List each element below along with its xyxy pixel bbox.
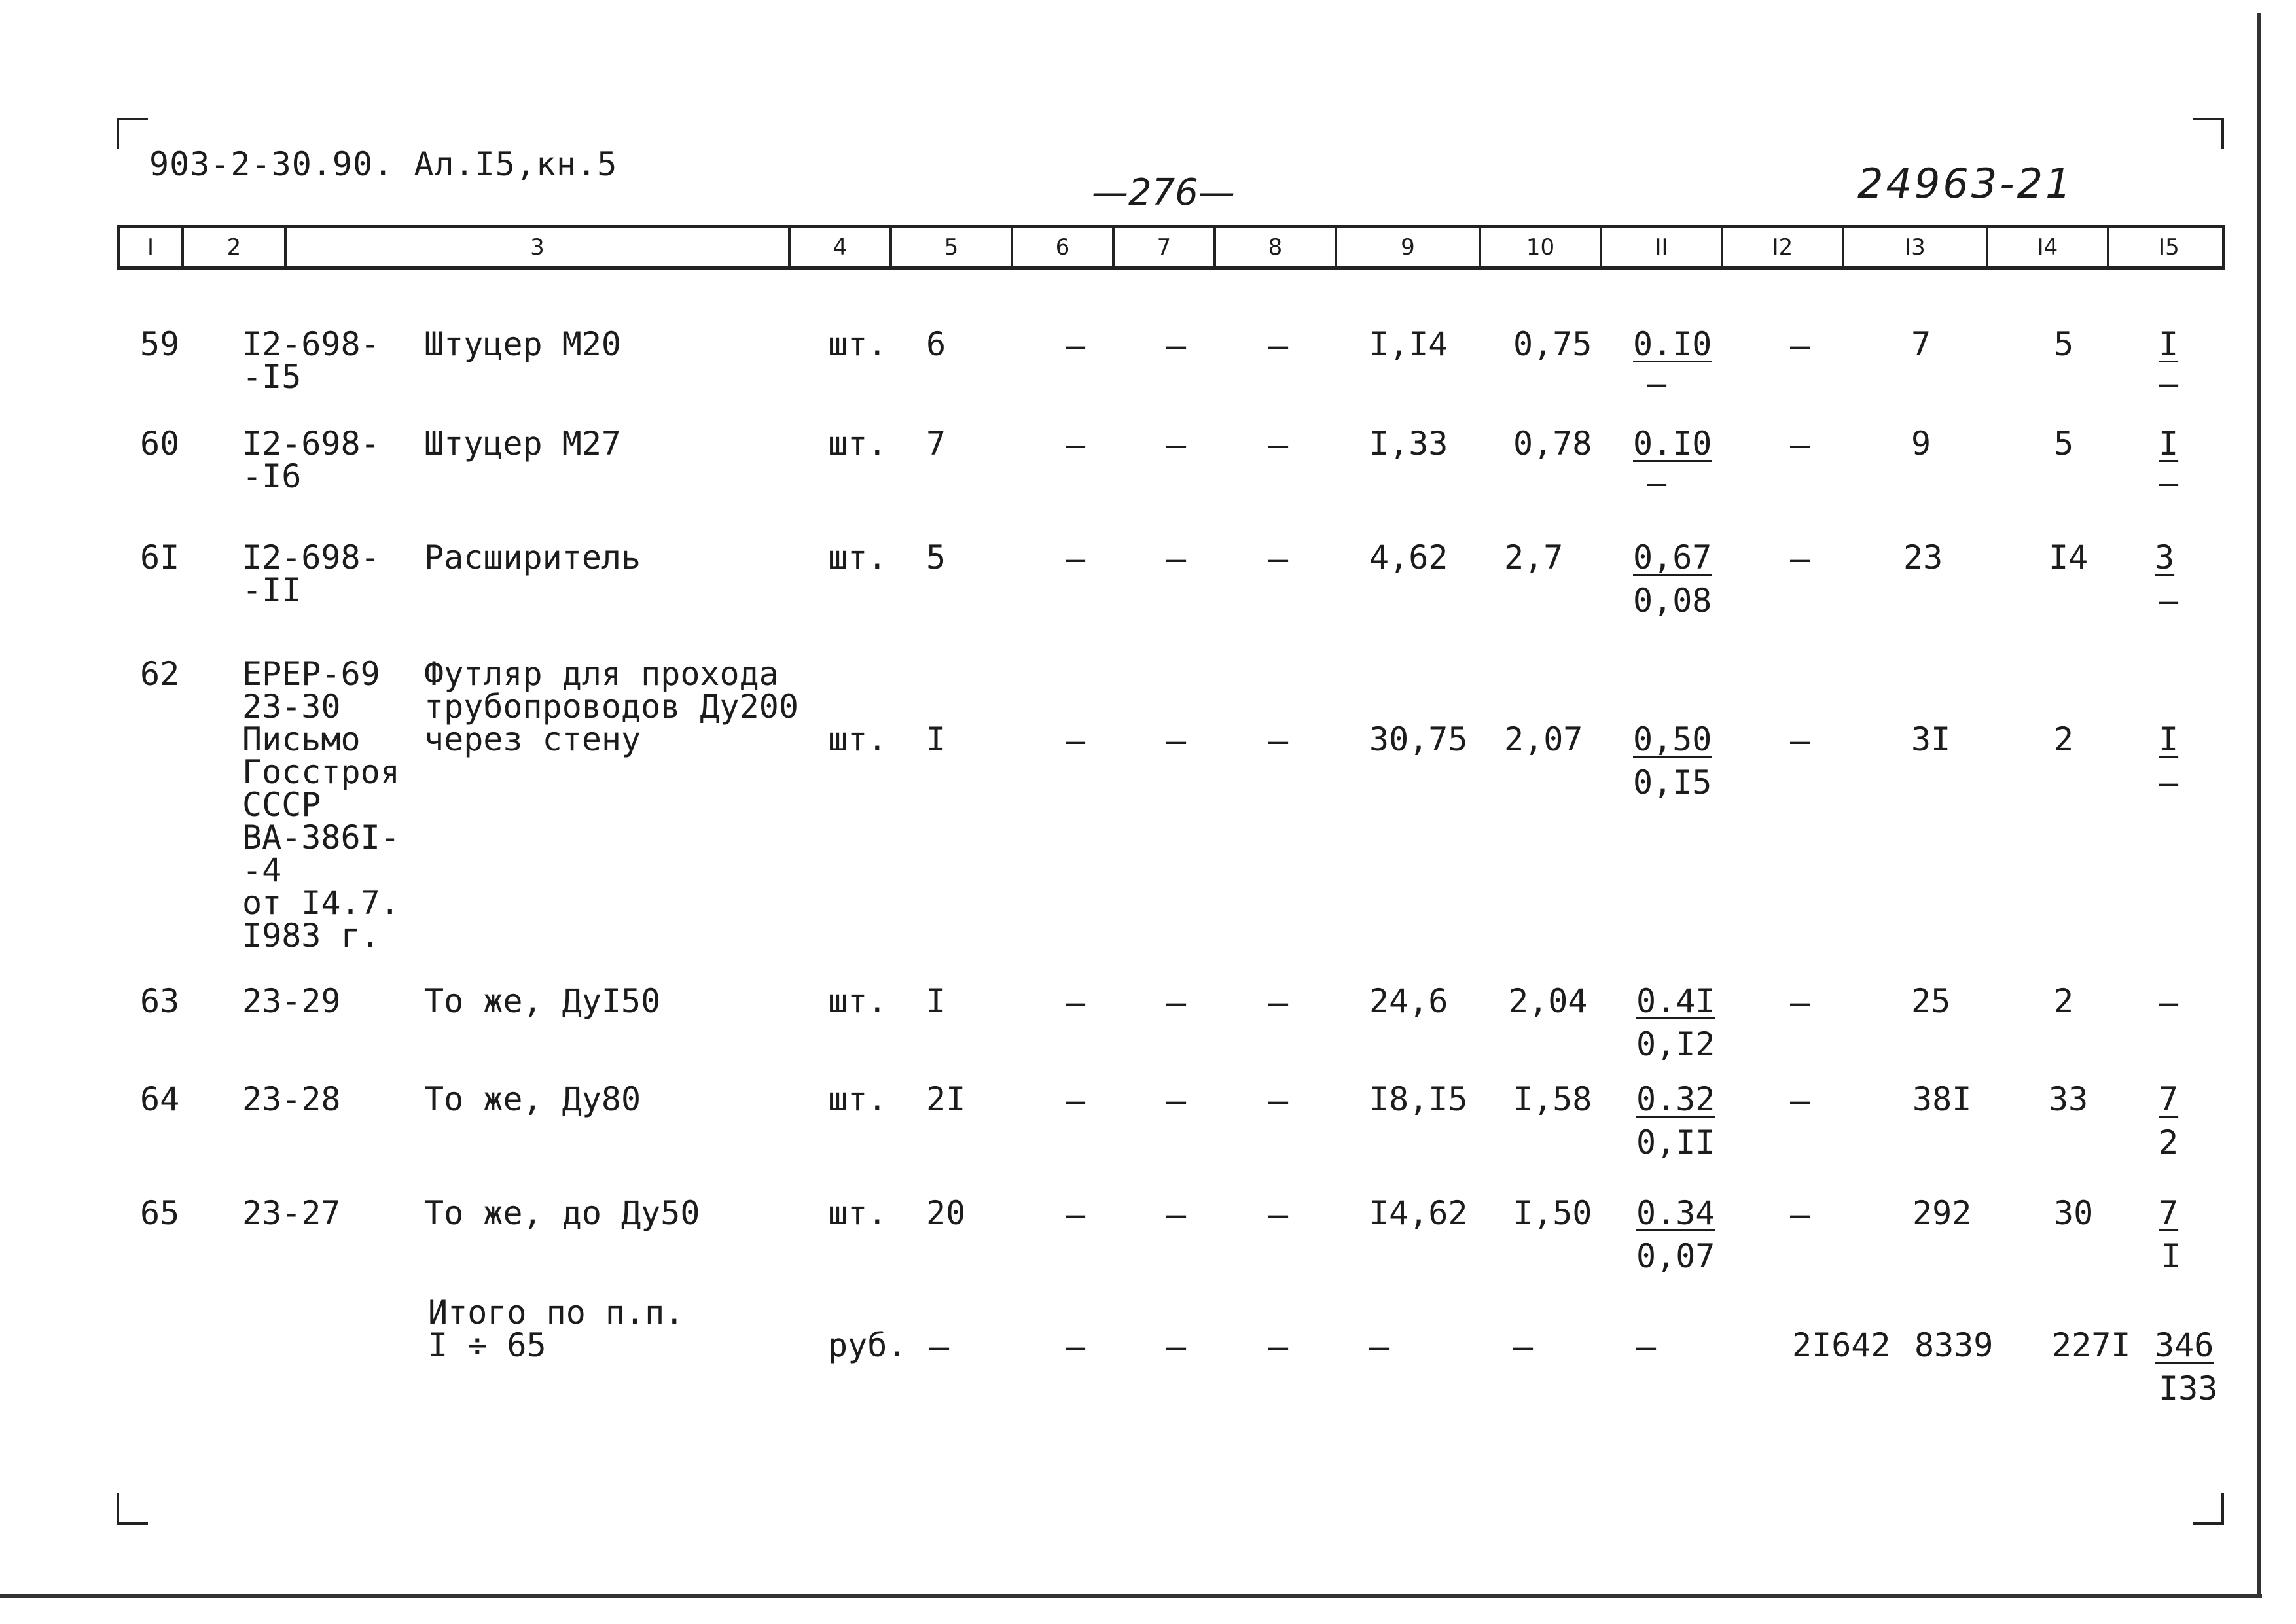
cell-col11-bottom: 0,07 — [1636, 1237, 1715, 1275]
cell-number: 65 — [140, 1194, 180, 1232]
cell-code: от I4.7. — [242, 884, 400, 922]
cell-col15-top: 7 — [2159, 1194, 2179, 1232]
cell-col13: 292 — [1912, 1194, 1972, 1232]
cell-col9: 30,75 — [1369, 720, 1468, 758]
cell-number: 64 — [140, 1080, 180, 1118]
cell-col11-top: 0.4I — [1636, 982, 1715, 1020]
cell-code: -II — [242, 571, 302, 609]
cell-col14: 5 — [2054, 425, 2074, 463]
cell-col9: I,I4 — [1369, 325, 1448, 363]
cell-name: трубопроводов Ду200 — [424, 688, 798, 726]
total-col11: – — [1636, 1328, 1657, 1366]
cell-col10: 2,7 — [1504, 538, 1564, 576]
cell-unit: шт. — [828, 720, 888, 758]
cell-unit: шт. — [828, 425, 888, 463]
total-label: Итого по п.п. — [428, 1294, 685, 1332]
total-col12: 2I642 — [1792, 1326, 1891, 1364]
cell-quantity: 6 — [926, 325, 946, 363]
cell-col11-bottom: – — [1647, 464, 1667, 502]
cell-col6: – — [1066, 1195, 1086, 1233]
scan-edge-bottom — [0, 1594, 2262, 1598]
cell-quantity: 7 — [926, 425, 946, 463]
cell-col15-top: I — [2159, 720, 2179, 758]
cell-col9: 4,62 — [1369, 538, 1448, 576]
total-col8: – — [1268, 1328, 1289, 1366]
cell-name: Штуцер М27 — [424, 425, 622, 463]
cell-col11-top: 0.34 — [1636, 1194, 1715, 1232]
cell-code: ВА-386I- — [242, 819, 400, 856]
cell-col10: I,50 — [1513, 1194, 1592, 1232]
column-header-5: 5 — [892, 228, 1013, 266]
cell-col11-top: 0,50 — [1633, 720, 1712, 758]
cell-col12: – — [1790, 327, 1810, 364]
cell-col12: – — [1790, 1082, 1810, 1120]
cell-col13: 23 — [1903, 538, 1943, 576]
cell-code: -4 — [242, 851, 282, 889]
cell-code: -I6 — [242, 457, 302, 495]
cell-col10: I,58 — [1513, 1080, 1592, 1118]
cell-unit: шт. — [828, 1080, 888, 1118]
cell-name: Футляр для прохода — [424, 655, 779, 693]
total-col13: 8339 — [1914, 1326, 1994, 1364]
cell-col8: – — [1268, 722, 1289, 760]
cell-name: То же, до Ду50 — [424, 1194, 700, 1232]
cell-col8: – — [1268, 983, 1289, 1021]
cell-col13: 3I — [1911, 720, 1951, 758]
cell-code: ЕРЕР-69 — [242, 655, 380, 693]
cell-col7: – — [1166, 540, 1187, 578]
cell-code: I2-698- — [242, 425, 380, 463]
cell-col8: – — [1268, 426, 1289, 464]
cell-code: 23-30 — [242, 688, 341, 726]
total-col10: – — [1513, 1328, 1534, 1366]
cell-quantity: 5 — [926, 538, 946, 576]
cell-col11-bottom: 0,08 — [1633, 582, 1712, 620]
cell-quantity: 2I — [926, 1080, 966, 1118]
cell-col8: – — [1268, 1195, 1289, 1233]
cell-quantity: I — [926, 982, 946, 1020]
cell-col8: – — [1268, 1082, 1289, 1120]
cell-col10: 2,07 — [1504, 720, 1583, 758]
cell-unit: шт. — [828, 982, 888, 1020]
cell-number: 60 — [140, 425, 180, 463]
cell-col9: I8,I5 — [1369, 1080, 1468, 1118]
cell-col7: – — [1166, 1082, 1187, 1120]
page-number: —276— — [1092, 171, 1235, 214]
total-col14: 227I — [2052, 1326, 2131, 1364]
cell-number: 6I — [140, 538, 180, 576]
cell-code: 23-29 — [242, 982, 341, 1020]
cell-number: 59 — [140, 325, 180, 363]
total-quantity: – — [929, 1328, 950, 1366]
cell-col11-top: 0.32 — [1636, 1080, 1715, 1118]
cell-col9: I4,62 — [1369, 1194, 1468, 1232]
cell-col14: 2 — [2054, 982, 2074, 1020]
cell-col11-top: 0.I0 — [1633, 425, 1712, 463]
cell-code: 23-28 — [242, 1080, 341, 1118]
cell-col12: – — [1790, 722, 1810, 760]
column-header-15: I5 — [2159, 234, 2179, 260]
cell-code: -I5 — [242, 358, 302, 396]
cell-col6: – — [1066, 1082, 1086, 1120]
cell-col7: – — [1166, 722, 1187, 760]
cell-col15-bottom: – — [2159, 764, 2179, 802]
total-col15-top: 346 — [2155, 1326, 2214, 1364]
total-col7: – — [1166, 1328, 1187, 1366]
cell-col11-top: 0,67 — [1633, 538, 1712, 576]
cell-number: 62 — [140, 655, 180, 693]
cell-col15-bottom: – — [2159, 464, 2179, 502]
total-col6: – — [1066, 1328, 1086, 1366]
corner-mark-top-left — [117, 118, 148, 149]
cell-col13: 25 — [1911, 982, 1951, 1020]
total-label: I ÷ 65 — [428, 1326, 547, 1364]
cell-col15-top: I — [2159, 325, 2179, 363]
cell-unit: шт. — [828, 325, 888, 363]
column-header-2: 2 — [184, 228, 287, 266]
cell-col15-top: 7 — [2159, 1080, 2179, 1118]
cell-col9: 24,6 — [1369, 982, 1448, 1020]
cell-name: То же, Ду80 — [424, 1080, 641, 1118]
cell-col6: – — [1066, 540, 1086, 578]
cell-col15-top: 3 — [2155, 538, 2175, 576]
cell-col7: – — [1166, 426, 1187, 464]
cell-col15-top: – — [2159, 983, 2179, 1021]
cell-col13: 7 — [1911, 325, 1931, 363]
scan-edge-right — [2257, 13, 2261, 1597]
cell-col14: 5 — [2054, 325, 2074, 363]
cell-col15-bottom: – — [2159, 364, 2179, 402]
cell-number: 63 — [140, 982, 180, 1020]
column-header-4: 4 — [791, 228, 892, 266]
cell-unit: шт. — [828, 1194, 888, 1232]
cell-col12: – — [1790, 983, 1810, 1021]
cell-col6: – — [1066, 327, 1086, 364]
cell-name: Штуцер М20 — [424, 325, 622, 363]
column-header-8: 8 — [1216, 228, 1337, 266]
cell-code: Письмо — [242, 720, 361, 758]
cell-col13: 38I — [1912, 1080, 1972, 1118]
cell-col11-bottom: – — [1647, 364, 1667, 402]
corner-mark-bottom-right — [2193, 1493, 2224, 1525]
column-header-13: I3 — [1844, 228, 1988, 266]
cell-col8: – — [1268, 540, 1289, 578]
cell-code: I2-698- — [242, 325, 380, 363]
cell-col15-bottom: I — [2161, 1237, 2181, 1275]
cell-col14: 33 — [2049, 1080, 2089, 1118]
cell-quantity: 20 — [926, 1194, 966, 1232]
cell-code: I2-698- — [242, 538, 380, 576]
cell-name: через стену — [424, 720, 641, 758]
cell-col9: I,33 — [1369, 425, 1448, 463]
total-unit: руб. — [828, 1326, 907, 1364]
cell-name: То же, ДуI50 — [424, 982, 661, 1020]
cell-quantity: I — [926, 720, 946, 758]
total-col9: – — [1369, 1328, 1390, 1366]
cell-col10: 0,78 — [1513, 425, 1592, 463]
total-col15-bottom: I33 — [2159, 1369, 2218, 1407]
cell-col10: 2,04 — [1509, 982, 1588, 1020]
cell-col6: – — [1066, 722, 1086, 760]
column-header-row — [117, 225, 2225, 270]
cell-col6: – — [1066, 983, 1086, 1021]
cell-code: I983 г. — [242, 917, 380, 955]
cell-col10: 0,75 — [1513, 325, 1592, 363]
cell-code: Госстроя — [242, 753, 400, 791]
cell-col15-bottom: 2 — [2159, 1123, 2179, 1161]
cell-col7: – — [1166, 983, 1187, 1021]
cell-unit: шт. — [828, 538, 888, 576]
cell-col12: – — [1790, 426, 1810, 464]
cell-col15-bottom: – — [2159, 582, 2179, 620]
corner-mark-bottom-left — [117, 1493, 148, 1525]
cell-col6: – — [1066, 426, 1086, 464]
cell-col7: – — [1166, 327, 1187, 364]
column-header-11: II — [1602, 228, 1723, 266]
column-header-6: 6 — [1013, 228, 1115, 266]
column-header-10: 10 — [1481, 228, 1602, 266]
cell-col12: – — [1790, 540, 1810, 578]
column-header-1: I — [120, 228, 184, 266]
cell-col14: I4 — [2049, 538, 2089, 576]
cell-col13: 9 — [1911, 425, 1931, 463]
document-code: 903-2-30.90. Ал.I5,кн.5 — [149, 145, 618, 183]
cell-col14: 30 — [2054, 1194, 2094, 1232]
cell-name: Расширитель — [424, 538, 641, 576]
cell-col12: – — [1790, 1195, 1810, 1233]
cell-col14: 2 — [2054, 720, 2074, 758]
cell-col15-top: I — [2159, 425, 2179, 463]
cell-col11-bottom: 0,I2 — [1636, 1025, 1715, 1063]
cell-col8: – — [1268, 327, 1289, 364]
column-header-14: I4 — [1988, 228, 2109, 266]
corner-mark-top-right — [2193, 118, 2224, 149]
cell-code: СССР — [242, 786, 321, 824]
cell-col11-bottom: 0,I5 — [1633, 764, 1712, 802]
column-header-3: 3 — [287, 228, 791, 266]
cell-col11-bottom: 0,II — [1636, 1123, 1715, 1161]
cell-code: 23-27 — [242, 1194, 341, 1232]
column-header-12: I2 — [1723, 228, 1844, 266]
sheet-reference: 24963-21 — [1857, 160, 2074, 207]
column-header-7: 7 — [1115, 228, 1216, 266]
column-header-9: 9 — [1337, 228, 1481, 266]
cell-col11-top: 0.I0 — [1633, 325, 1712, 363]
cell-col7: – — [1166, 1195, 1187, 1233]
